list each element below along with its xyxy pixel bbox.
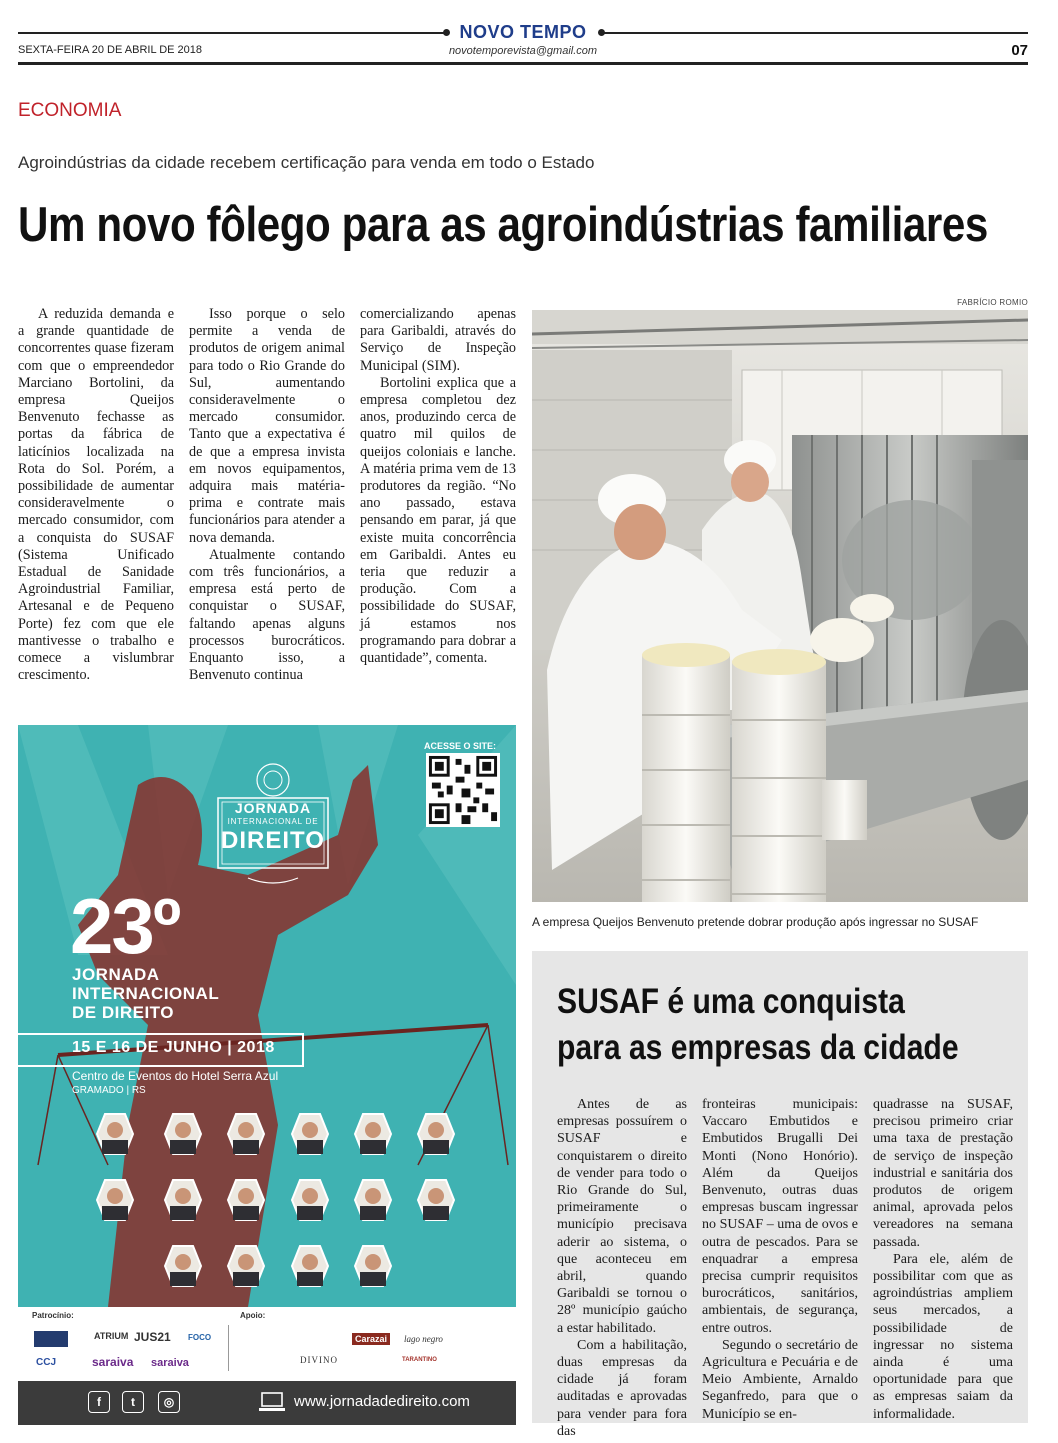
event-advertisement <box>18 725 516 1425</box>
badge-line-3: DIREITO <box>221 827 325 854</box>
sponsor-logo: JUS21 <box>134 1330 171 1344</box>
newspaper-brand: NOVO TEMPO <box>459 22 587 42</box>
paragraph: Bortolini explica que a empresa completou dez anos, produzindo cerca de quatro mil quilos de queijos coloniais e lanche. A matéria prima vem de 13 produtores da região. “No ano passado, estava pensando em parar, já que existe muita concorrência em Garibaldi. Antes eu teria que reduzir a produção. Com a possibilidade do SUSAF, já estamos nos programando para dobrar a quantidade”, comenta. <box>360 374 516 667</box>
paragraph: Isso porque o selo permite a venda de produtos de origem animal para todo o Rio Grande do Sul, aumentando consideravelmente o mercado consumidor. Tanto que a expectativa é de que a empresa invista em novos equipamentos, adquira mais matéria-prima e contrate mais funcionários para atender a nova demanda. <box>189 306 345 546</box>
sponsor-divider <box>228 1325 229 1371</box>
sponsor-logo: saraiva <box>151 1357 189 1369</box>
qr-code-icon[interactable] <box>426 753 500 827</box>
contact-email: novotemporevista@gmail.com <box>448 45 598 57</box>
badge-line-1: JORNADA <box>234 800 312 816</box>
supporter-logo: lago negro <box>404 1334 443 1344</box>
supporter-logo: TARANTINO <box>402 1357 437 1363</box>
article-column-2 <box>189 306 345 684</box>
supporter-logo: DIVINO <box>300 1355 338 1365</box>
edition-number: 23º <box>70 882 180 970</box>
support-label: Apoio: <box>240 1311 266 1320</box>
article-column-3 <box>360 306 516 667</box>
sponsor-logo: FOCO <box>188 1333 212 1342</box>
sidebar-title-line-1: SUSAF é uma conquista <box>557 982 905 1021</box>
badge-line-2: INTERNACIONAL DE <box>227 817 319 826</box>
paragraph: Com a habilitação, duas empresas da cidade já foram auditadas e aprovadas para vender para fora das <box>557 1337 687 1439</box>
article-column-1 <box>18 306 174 684</box>
masthead-divider <box>18 62 1028 65</box>
ad-title-line: JORNADA <box>72 965 160 984</box>
paragraph-continued: quadrasse na SUSAF, precisou primeiro criar uma taxa de prestação de serviço de inspeção industrial e sanitária dos produtos de origem animal, aprovada pelos vereadores na semana passada. <box>873 1097 1013 1250</box>
sponsor-logo-bank <box>34 1331 68 1347</box>
issue-date: SEXTA-FEIRA 20 DE ABRIL DE 2018 <box>18 44 203 56</box>
sidebar-column-2 <box>702 1096 858 1423</box>
cheese-factory-photo <box>532 310 1028 902</box>
page-number: 07 <box>1011 42 1028 59</box>
paragraph-continued: comercializando apenas para Garibaldi, através do Serviço de Inspeção Municipal (SIM). <box>360 306 516 374</box>
sponsor-logo: saraiva <box>92 1355 134 1369</box>
article-headline: Um novo fôlego para as agroindústrias familiares <box>18 198 988 252</box>
article-kicker: Agroindústrias da cidade recebem certificação para venda em todo o Estado <box>18 153 595 172</box>
ad-website-link[interactable]: www.jornadadedireito.com <box>294 1393 470 1410</box>
sidebar-title-line-2: para as empresas da cidade <box>557 1028 959 1067</box>
sponsor-logo: CCJ <box>36 1357 57 1368</box>
ad-city: GRAMADO | RS <box>72 1085 146 1096</box>
instagram-icon[interactable]: ◎ <box>158 1391 180 1413</box>
twitter-icon[interactable]: t <box>122 1391 144 1413</box>
sponsor-logo: ATRIUM <box>94 1331 129 1341</box>
photo-caption: A empresa Queijos Benvenuto pretende dobrar produção após ingressar no SUSAF <box>532 915 979 929</box>
paragraph-continued: fronteiras municipais: Vaccaro Embutidos e Embutidos Brugalli Dei Monti (Nono Honório). Além da Queijos Benvenuto, outras duas empresas buscam ingressar no SUSAF – uma de ovos e outra de pescados. Para se enquadrar a empresa precisa cumprir requisitos burocráticos, sanitários, ambientais, de segurança, entre outros. <box>702 1097 858 1336</box>
ad-title-line: INTERNACIONAL <box>72 984 220 1003</box>
masthead-rule-left <box>18 32 446 34</box>
sidebar-column-1 <box>557 1096 687 1440</box>
photo-credit: FABRÍCIO ROMIO <box>957 298 1028 307</box>
ad-venue: Centro de Eventos do Hotel Serra Azul <box>72 1069 279 1083</box>
paragraph: A reduzida demanda e a grande quantidade de concorrentes quase fizeram com que o empreendedor Marciano Bortolini, da empresa Queijos Benvenuto fechasse as portas da fábrica de laticínios localizada na Rota do Sol. Porém, a possibilidade de aumentar consideravelmente o mercado consumidor, com a conquista do SUSAF (Sistema Unificado Estadual de Sanidade Agroindustrial Familiar, Artesanal e de Pequeno Porte) fez com que ele mantivesse o trabalho e comece a vislumbrar crescimento. <box>18 306 174 684</box>
paragraph: Para ele, além de possibilitar com que as agroindústrias ampliem seus mercados, a possibilidade de ingressar no sistema ainda é uma oportunidade para que as empresas saiam da informalidade. <box>873 1251 1013 1422</box>
paragraph: Antes de as empresas possuírem o SUSAF e conquistarem o direito de vender para todo o Rio Grande do Sul, primeiramente o município precisava aderir ao sistema, o que aconteceu em abril, quando Garibaldi se tornou o 28º município gaúcho a estar habilitado. <box>557 1097 687 1336</box>
sponsor-label: Patrocínio: <box>32 1311 74 1320</box>
paragraph: Segundo o secretário de Agricultura e Pecuária e de Meio Ambiente, Arnaldo Seganfredo, para que o Município se en- <box>702 1337 858 1422</box>
ad-title-line: DE DIREITO <box>72 1003 174 1022</box>
facebook-icon[interactable]: f <box>88 1391 110 1413</box>
supporter-logo: Carazai <box>352 1333 390 1345</box>
ad-event-date: 15 E 16 DE JUNHO | 2018 <box>72 1039 275 1056</box>
article-photo <box>532 310 1028 902</box>
laptop-icon <box>258 1391 286 1413</box>
sponsor-strip <box>18 1307 516 1381</box>
paragraph: Atualmente contando com três funcionários, a empresa está perto de conquistar o SUSAF, faltando apenas alguns processos burocráticos. Enquanto isso, a Benvenuto continua <box>189 546 345 684</box>
sidebar-column-3 <box>873 1096 1013 1423</box>
speaker-portraits <box>78 1110 478 1310</box>
section-label: ECONOMIA <box>18 100 122 121</box>
masthead-rule-right <box>602 32 1028 34</box>
ad-access-label: ACESSE O SITE: <box>423 741 496 751</box>
